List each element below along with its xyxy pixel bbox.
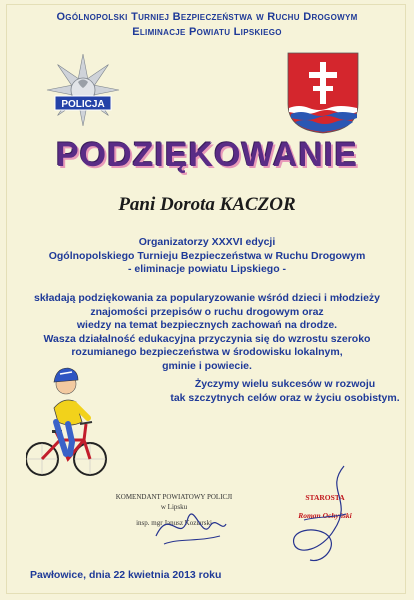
cyclist-illustration-icon (26, 360, 110, 484)
signature-place: w Lipsku (160, 503, 188, 511)
body-line: wiedzy na temat bezpiecznych zachowań na drodze. (76, 319, 338, 331)
wish-line: tak szczytnych celów oraz w życiu osobistym. (170, 391, 400, 404)
body-line: gminie i powiecie. (162, 359, 252, 372)
wishes-paragraph (160, 378, 410, 405)
body-line: - eliminacje powiatu Lipskiego - (127, 263, 287, 275)
header-line-1: Ogólnopolski Turniej Bezpieczeństwa w Ruchu Drogowym (56, 11, 358, 23)
signature-role: KOMENDANT POWIATOWY POLICJI (115, 493, 233, 501)
body-line: rozumianego bezpieczeństwa w środowisku lokalnym, (71, 346, 343, 358)
body-line: Ogólnopolskiego Turnieju Bezpieczeństwa w Ruchu Drogowym (48, 249, 366, 262)
header-line-2: Eliminacje Powiatu Lipskiego (132, 26, 282, 38)
signature-role: STAROSTA (305, 493, 345, 502)
police-label: POLICJA (61, 99, 105, 110)
wish-line: Życzymy wielu sukcesów w rozwoju (194, 378, 376, 390)
issue-date: Pawłowice, dnia 22 kwietnia 2013 roku (30, 569, 222, 581)
body-line: Organizatorzy XXXVI edycji (138, 236, 276, 248)
certificate-title: PODZIĘKOWANIE (55, 136, 359, 174)
recipient-name: Pani Dorota KACZOR (118, 194, 296, 215)
signature-name: insp. mgr Janusz Koziarski (136, 519, 212, 527)
handwritten-signature-right (284, 460, 364, 570)
police-star-badge-icon (38, 52, 128, 128)
body-line: składają podziękowania za popularyzowanie wśród dzieci i młodzieży (33, 292, 380, 304)
organizers-paragraph (0, 236, 414, 277)
coat-of-arms-icon (287, 52, 359, 134)
body-line: Wasza działalność edukacyjna przyczynia się do wzrostu szeroko (43, 332, 371, 345)
signature-name: Roman Ochyński (298, 511, 352, 520)
handwritten-signature-left (150, 496, 230, 552)
header (0, 10, 414, 40)
body-line: znajomości przepisów o ruchu drogowym oraz (90, 305, 324, 318)
